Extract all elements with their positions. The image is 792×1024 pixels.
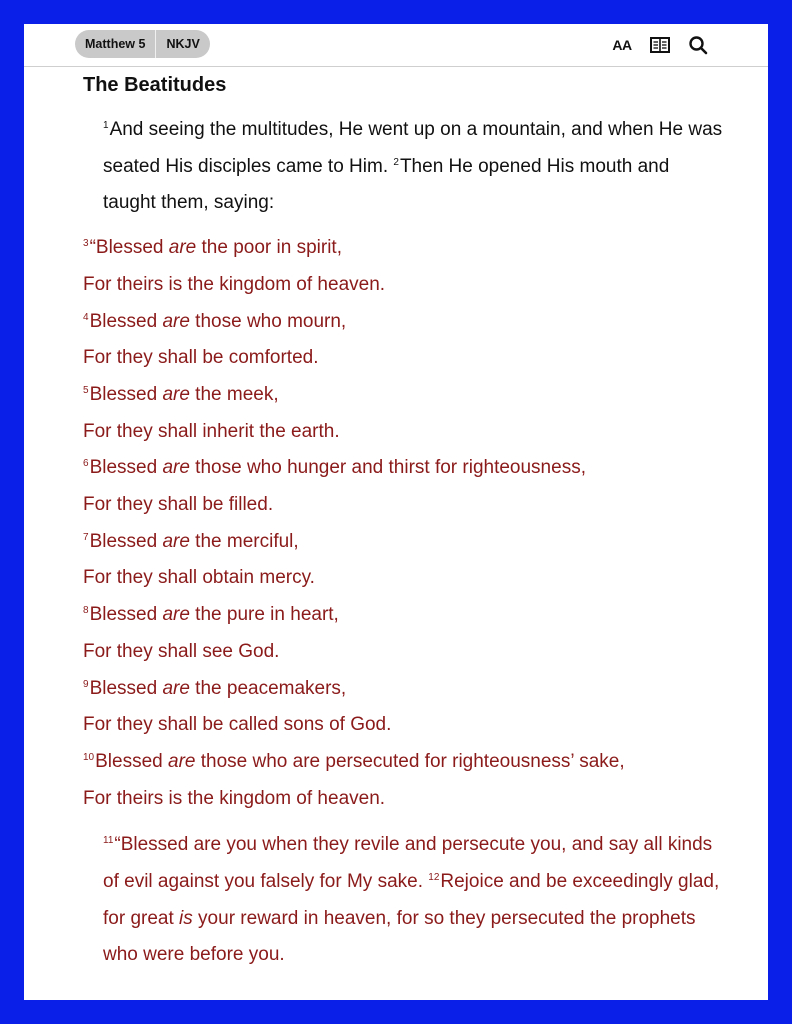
beatitude-text: Blessed bbox=[89, 604, 163, 626]
beatitude-line bbox=[83, 597, 723, 634]
verse-2-text: Then He opened His mouth and taught them, saying: bbox=[103, 155, 670, 214]
beatitude-promise-line: For they shall see God. bbox=[83, 640, 280, 662]
search-icon[interactable] bbox=[686, 33, 710, 57]
beatitude-line bbox=[83, 524, 723, 561]
italic-word: are bbox=[168, 237, 197, 259]
verse-number: 3 bbox=[83, 238, 89, 250]
book-icon[interactable] bbox=[648, 33, 672, 57]
verse-number: 6 bbox=[83, 458, 89, 470]
verses-11-12 bbox=[83, 827, 723, 974]
verse-number: 7 bbox=[83, 531, 89, 543]
verse-number: 12 bbox=[428, 872, 440, 884]
beatitudes-poem bbox=[83, 230, 723, 817]
beatitude-text: Blessed bbox=[89, 530, 163, 552]
reader-toolbar bbox=[24, 24, 768, 67]
toolbar-icons bbox=[610, 33, 710, 57]
verses-1-2 bbox=[83, 112, 723, 222]
beatitude-text-end: those who mourn, bbox=[189, 310, 347, 332]
beatitude-text: Blessed bbox=[89, 383, 163, 405]
beatitude-line bbox=[83, 671, 723, 708]
beatitude-text-end: the merciful, bbox=[189, 530, 299, 552]
beatitude-line bbox=[83, 304, 723, 341]
verse-number: 4 bbox=[83, 311, 89, 323]
beatitude-text-end: those who are persecuted for righteousness’ sake, bbox=[195, 750, 625, 772]
beatitude-line bbox=[83, 744, 723, 781]
verse-number: 2 bbox=[393, 156, 399, 168]
text-size-icon[interactable] bbox=[610, 33, 634, 57]
beatitude-promise-line: For theirs is the kingdom of heaven. bbox=[83, 787, 386, 809]
beatitude-promise-line: For they shall obtain mercy. bbox=[83, 567, 315, 589]
beatitude-text-end: the pure in heart, bbox=[189, 604, 339, 626]
verse-12-text: Rejoice and be exceedingly glad, for great bbox=[103, 871, 720, 929]
beatitude-text-end: the peacemakers, bbox=[189, 677, 347, 699]
section-heading: The Beatitudes bbox=[83, 74, 227, 96]
verse-number: 1 bbox=[103, 120, 109, 131]
verse-12-text-end: your reward in heaven, for so they persecuted the prophets who were before you. bbox=[103, 907, 696, 966]
beatitude-promise-line: For they shall inherit the earth. bbox=[83, 420, 340, 442]
italic-word: are bbox=[168, 750, 196, 772]
beatitude-promise-line: For theirs is the kingdom of heaven. bbox=[83, 273, 386, 295]
beatitude-text: Blessed bbox=[89, 310, 163, 332]
reader-page bbox=[24, 24, 768, 1000]
beatitude-line bbox=[83, 450, 723, 487]
beatitude-line bbox=[83, 230, 723, 267]
verse-11-text: “Blessed are you when they revile and persecute you, and say all kinds of evil against you falsely for My sake. bbox=[103, 834, 713, 893]
beatitude-text-end: the meek, bbox=[189, 383, 279, 405]
passage-selector[interactable] bbox=[75, 30, 210, 58]
italic-word: are bbox=[162, 383, 190, 405]
verse-number: 8 bbox=[83, 605, 89, 617]
beatitude-text: Blessed bbox=[89, 457, 163, 479]
verse-number: 11 bbox=[103, 835, 114, 847]
beatitude-promise-line: For they shall be filled. bbox=[83, 494, 274, 516]
book-chapter-button[interactable]: Matthew 5 bbox=[85, 37, 146, 51]
italic-word: are bbox=[162, 310, 190, 332]
italic-word: are bbox=[162, 530, 190, 552]
verse-number: 9 bbox=[83, 678, 89, 690]
text-size-label: AA bbox=[612, 37, 632, 53]
version-button[interactable]: NKJV bbox=[166, 37, 200, 51]
italic-word: are bbox=[162, 604, 190, 626]
beatitude-text: Blessed bbox=[95, 750, 168, 772]
beatitude-promise-line: For they shall be comforted. bbox=[83, 347, 319, 369]
italic-word: is bbox=[179, 907, 193, 929]
beatitude-text-end: those who hunger and thirst for righteousness, bbox=[189, 457, 586, 479]
beatitude-line bbox=[83, 377, 723, 414]
beatitude-text: “Blessed bbox=[89, 237, 169, 259]
beatitude-text-end: the poor in spirit, bbox=[196, 237, 342, 259]
scripture-content bbox=[83, 68, 723, 974]
italic-word: are bbox=[162, 677, 190, 699]
verse-number: 5 bbox=[83, 384, 89, 396]
verse-number: 10 bbox=[83, 751, 95, 763]
italic-word: are bbox=[162, 457, 190, 479]
beatitude-promise-line: For they shall be called sons of God. bbox=[83, 714, 392, 736]
verse-1-text: And seeing the multitudes, He went up on a mountain, and when He was seated His disciples came to Him. bbox=[103, 119, 723, 177]
beatitude-text: Blessed bbox=[89, 677, 163, 699]
